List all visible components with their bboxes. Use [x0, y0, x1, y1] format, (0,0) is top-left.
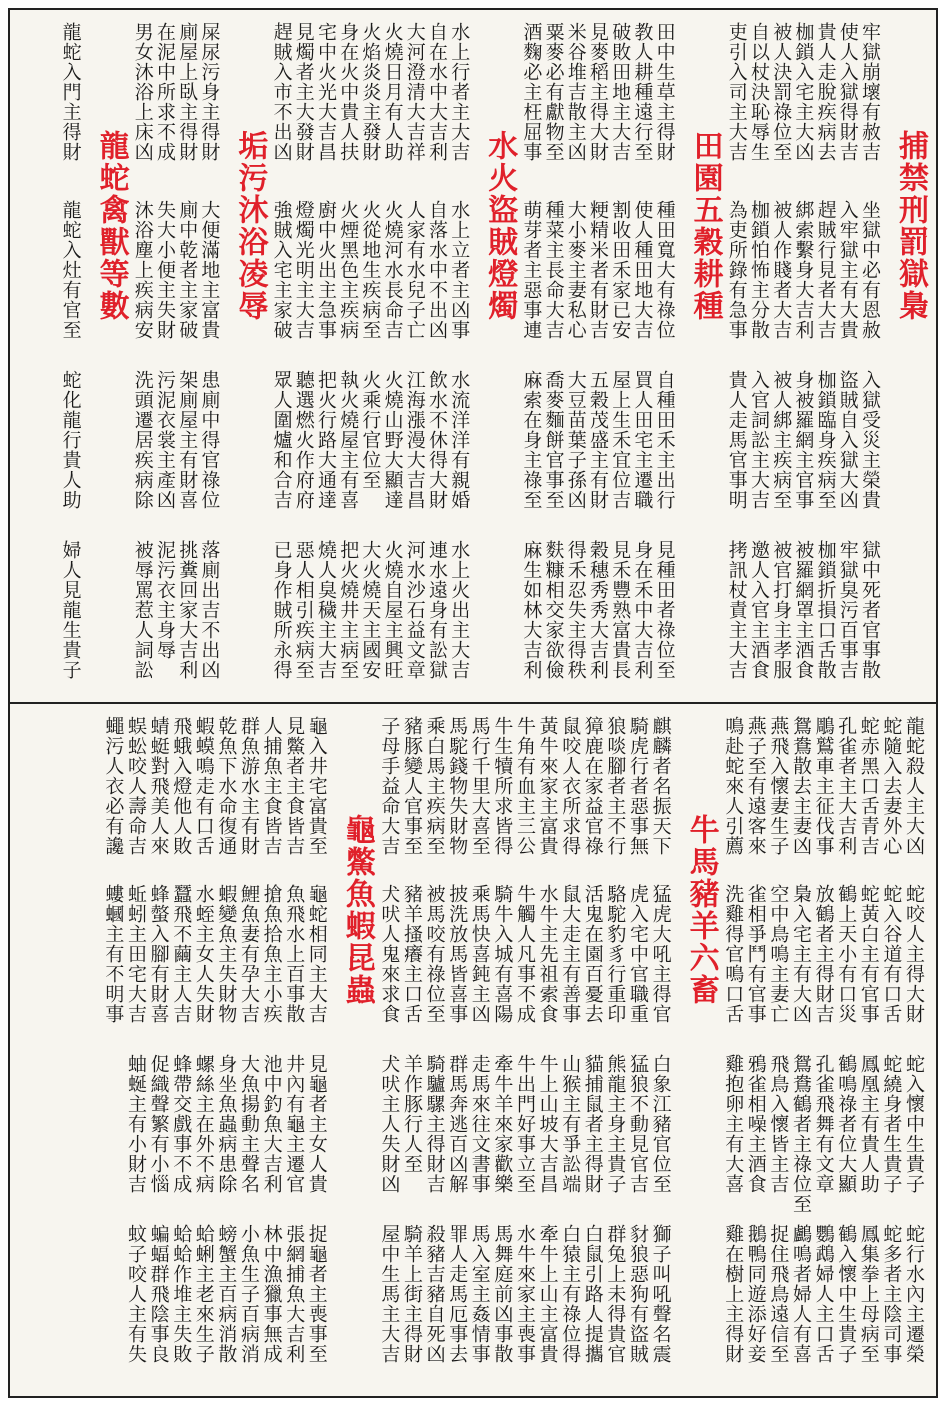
dream-entry: 鶴上天小有口災 [835, 884, 858, 1024]
dream-entry: 河水沙石益文章 [403, 540, 426, 680]
dream-entry: 趕賊行見者大吉 [814, 200, 837, 340]
dream-entry: 患廁中得官祿位 [198, 370, 221, 510]
dream-entry: 子母手益命大吉 [378, 716, 401, 856]
dream-entry: 孔雀者主大吉利 [835, 716, 858, 856]
dream-entry: 洗雞得官鳴口舌 [722, 884, 745, 1024]
dream-entry: 乘馬快喜鈍主凶 [468, 884, 491, 1024]
dream-entry: 屋上生禾宜位吉 [609, 370, 632, 510]
dream-entry: 宅中火光大吉昌 [315, 22, 337, 162]
dream-entry: 龜入井宅富貴至 [305, 716, 328, 856]
dream-entry: 牛角有血主三公 [514, 716, 536, 856]
dream-entry: 走馬來往文書事 [468, 1054, 491, 1194]
dream-entry: 水流洋洋有親婚 [448, 370, 471, 510]
dream-entry: 促織聲繁有小惱 [147, 1054, 170, 1194]
dream-entry: 被羅網罩主酒食 [792, 540, 815, 680]
dream-entry: 火燒河水長命吉 [381, 200, 404, 340]
dream-entry: 鳳集拳上母病至 [857, 1224, 880, 1364]
dream-entry: 鶴入懷中生貴子 [835, 1224, 858, 1364]
dream-entry: 捉住飛鳥遠信至 [767, 1224, 790, 1364]
dream-entry: 蛇黃白主有官事 [857, 884, 880, 1024]
dream-entry: 自在水中大吉利 [426, 22, 448, 162]
dream-entry: 蛇入谷道有口舌 [880, 884, 903, 1024]
dream-entry: 蠅污人衣必有讒 [102, 716, 125, 856]
dream-entry: 蛇入懷中生貴子 [903, 1054, 925, 1194]
dream-entry: 拷訊杖責主大吉 [725, 540, 748, 680]
dream-entry: 牛上山坡大吉昌 [536, 1054, 559, 1194]
dream-entry: 男女沐浴上床凶 [131, 22, 154, 162]
dream-entry: 馬行千里大喜至 [468, 716, 491, 856]
dream-entry: 飛蛾入燈他人敗 [170, 716, 193, 856]
dream-entry: 豬豚變人官事至 [401, 716, 423, 856]
dream-entry: 綁索繫身大吉利 [792, 200, 815, 340]
dream-entry: 獅子叫吼聲名震 [649, 1224, 672, 1364]
dream-entry: 趕賊入市不出凶 [270, 22, 293, 162]
dream-entry: 人捕魚主食皆吉 [260, 716, 283, 856]
dream-entry: 貴人走馬官事明 [725, 370, 748, 510]
dream-entry: 連水遠身有訟獄 [426, 540, 448, 680]
dream-entry: 火從地生疾病至 [359, 200, 382, 340]
dream-entry: 龍蛇入灶有官至 [59, 200, 82, 340]
dream-entry: 捉龜者主喪事至 [305, 1224, 328, 1364]
dream-entry: 眾人圍爐和合吉 [270, 370, 293, 510]
dream-entry: 粳精米者有財吉 [587, 200, 609, 340]
dream-entry: 教人耕種遠行至 [631, 22, 654, 162]
dream-entry: 鯉魚妻有孕大吉 [238, 884, 260, 1024]
dream-entry: 大便滿地主富貴 [198, 200, 221, 340]
dream-entry: 廁中乾者主家破 [176, 200, 199, 340]
dream-entry: 火燒自屋主興旺 [381, 540, 404, 680]
dream-entry: 污泥衣裳主產凶 [154, 370, 176, 510]
dream-entry: 雀相爭鬥有官事 [744, 884, 767, 1024]
dream-entry: 大豆苗葉子孫凶 [564, 370, 587, 510]
dream-entry: 騎虎行者惡事無 [627, 716, 649, 856]
dream-entry: 馬舞庭前凶事散 [491, 1224, 514, 1364]
dream-entry: 放鶴者主得財吉 [812, 884, 835, 1024]
dream-entry: 見種田者祿位至 [653, 540, 676, 680]
dream-entry: 駱駝豹豸行重印 [604, 884, 627, 1024]
dream-entry: 種田寬大有祿位 [653, 200, 676, 340]
dream-entry: 水蛭主女人失財 [192, 884, 215, 1024]
dream-entry: 使人種田地大吉 [631, 200, 654, 340]
dream-entry: 火乘行官位至 [359, 370, 382, 490]
dream-entry: 江海漲漫大吉昌 [403, 370, 426, 510]
dream-entry: 火煙黑色主疾病 [337, 200, 360, 340]
dream-entry: 牛出門好事立至 [514, 1054, 536, 1194]
section-title: 捕禁刑罰獄梟 [893, 130, 928, 322]
dream-entry: 水牛主先祖索食 [536, 884, 559, 1024]
section-title: 田園五穀耕種 [687, 130, 723, 322]
dream-entry: 枷鎖怕怖主分散 [748, 200, 770, 340]
dream-entry: 殺豬吉豬自死凶 [423, 1224, 446, 1364]
dream-entry: 雞抱卵主有大喜 [722, 1054, 745, 1194]
dream-entry: 貓捕鼠者主得財 [581, 1054, 604, 1194]
dream-entry: 泥污衣主身辱 [154, 540, 176, 660]
dream-entry: 騎牛入城有喜陽 [491, 884, 514, 1024]
dream-entry: 牛觸人凡事不成 [514, 884, 536, 1024]
section-title: 垢污沐浴凌辱 [232, 130, 268, 322]
dream-entry: 貴人走脫疾病去 [814, 22, 837, 162]
dream-entry: 馬駝錢物失財物 [446, 716, 469, 856]
dream-entry: 使人入獄得財吉 [836, 22, 859, 162]
dream-entry: 獐鹿在家益官祿 [581, 716, 604, 856]
dream-entry: 鳳凰主有貴人助 [857, 1054, 880, 1194]
dream-entry: 蛤蜊主老來生子 [192, 1224, 215, 1364]
dream-entry: 鸕鳴者婦人有喜 [790, 1224, 812, 1364]
dream-entry: 盜賊自入獄大凶 [836, 370, 859, 510]
dream-entry: 龜蛇相同主大吉 [305, 884, 328, 1024]
dream-entry: 水上行者主大吉 [448, 22, 471, 162]
dream-entry: 惡人相引疾病至 [292, 540, 315, 680]
section-title: 牛馬豬羊六畜 [683, 814, 719, 1006]
dream-entry: 五穀茂盛主有財 [587, 370, 609, 510]
dream-entry: 螺絲主在外不病 [192, 1054, 215, 1194]
dream-entry: 粟麥必有獻物至 [542, 22, 565, 162]
dream-entry: 牽牛羊來家歡樂 [491, 1054, 514, 1194]
dream-entry: 自以杖決恥辱生 [748, 22, 770, 162]
dream-entry: 身被羅網主官事 [792, 370, 815, 510]
dream-entry: 活鬼在園百憂去 [581, 884, 604, 1024]
dream-entry: 燕飛入懷妻生子 [767, 716, 790, 856]
dream-entry: 螃蟹主百病消散 [215, 1224, 238, 1364]
dream-entry: 鵰鷲車主征伐事 [812, 716, 835, 856]
dream-entry: 黃牛來家主富貴 [536, 716, 559, 856]
dream-entry: 燕子至有遠客來 [744, 716, 767, 856]
dream-entry: 身坐魚蟲病患除 [215, 1054, 238, 1194]
dream-entry: 婦人見龍生貴子 [59, 540, 82, 680]
dream-entry: 被辱罵惹人詞訟 [131, 540, 154, 680]
dream-entry: 螻蟈主有不明事 [102, 884, 125, 1024]
dream-entry: 穀穗秀秀大吉利 [587, 540, 609, 680]
dream-entry: 屎尿污身主得財 [198, 22, 221, 162]
dream-entry: 犬吠主人失財凶 [378, 1054, 401, 1194]
dream-entry: 蛇多者主陰司事 [880, 1224, 903, 1364]
dream-entry: 大河澄清大吉祥 [403, 22, 426, 162]
dream-entry: 蚯蚓主田宅大吉 [125, 884, 147, 1024]
dream-entry: 入獄受災主榮貴 [859, 370, 881, 510]
dream-entry: 米谷堆吉散主凶 [564, 22, 587, 162]
dream-entry: 罪人走馬厄事去 [446, 1224, 469, 1364]
dream-entry: 熊龍主身主貴子 [604, 1054, 627, 1194]
dream-entry: 梟入宅主有大凶 [790, 884, 812, 1024]
dream-entry: 蛇化龍行貴人助 [59, 370, 82, 510]
dream-entry: 執火燒屋主有喜 [337, 370, 360, 510]
dream-entry: 蛤蛤作堆主失敗 [170, 1224, 193, 1364]
dream-entry: 蛇咬人主得大財 [903, 884, 925, 1024]
section-title: 龍蛇禽獸等數 [93, 130, 129, 322]
dream-entry: 犬吠人鬼來求食 [378, 884, 401, 1024]
dream-entry: 牛生犢所求皆得 [491, 716, 514, 856]
dream-entry: 龍蛇殺人主大凶 [903, 716, 925, 856]
dream-entry: 燒人臭穢主大吉 [315, 540, 337, 680]
dream-entry: 枷鎖折損口舌散 [814, 540, 837, 680]
dream-entry: 群兔上未得貴官 [604, 1224, 627, 1364]
dream-entry: 牢獄崩壞有赦吉 [859, 22, 881, 162]
dream-entry: 入官詞訟主大吉 [748, 370, 770, 510]
dream-entry: 小魚生子百病消 [238, 1224, 260, 1364]
dream-entry: 人家有水兒子亡 [403, 200, 426, 340]
dream-entry: 邀人入官主酒食 [748, 540, 770, 680]
dream-entry: 屋中生馬主大吉 [378, 1224, 401, 1364]
dream-entry: 鼠咬人衣所求得 [559, 716, 582, 856]
dream-entry: 鸚鵡婦人主口舌 [812, 1224, 835, 1364]
dream-entry: 乘白馬主疾病至 [423, 716, 446, 856]
dream-entry: 破敗田地主大吉 [609, 22, 632, 162]
dream-entry: 大小麥主妻私心 [564, 200, 587, 340]
dream-entry: 林中漁獵事無成 [260, 1224, 283, 1364]
dream-entry: 廚中火出主急事 [315, 200, 337, 340]
dream-entry: 火燒山野大顯達 [381, 370, 404, 510]
dream-entry: 山猴主有爭訟端 [559, 1054, 582, 1194]
dream-entry: 鼠大走主有善事 [559, 884, 582, 1024]
dream-entry: 已身作賊所永得 [270, 540, 293, 680]
dream-entry: 被官打身主孝服 [770, 540, 793, 680]
dream-entry: 自落水中不出凶 [426, 200, 448, 340]
dream-interpretation-page [8, 8, 938, 1398]
dream-entry: 蜈蚣咬人壽命吉 [125, 716, 147, 856]
bottom-panel [10, 704, 936, 1396]
dream-entry: 豺狼惡狗有盜賊 [627, 1224, 649, 1364]
dream-entry: 鴛鴦鶴者主祿位至 [790, 1054, 812, 1214]
dream-entry: 蝦變魚主失財物 [215, 884, 238, 1024]
dream-entry: 飛鳥入懷皆主吉 [767, 1054, 790, 1194]
dream-entry: 麻生如林大吉利 [520, 540, 543, 680]
dream-entry: 鴉雀相噪主酒食 [744, 1054, 767, 1194]
dream-entry: 蜂帶交戲事不成 [170, 1054, 193, 1194]
dream-entry: 聽選燃火作府府 [292, 370, 315, 510]
dream-entry: 蚊子咬人主有失 [125, 1224, 147, 1364]
dream-entry: 蝦蟆鳴走有口舌 [192, 716, 215, 856]
dream-entry: 搶魚拾魚主小疾 [260, 884, 283, 1024]
dream-entry: 廁屋上臥主得財 [176, 22, 199, 162]
section-title: 龜鱉魚蝦昆蟲 [339, 814, 375, 1006]
dream-entry: 白象江豬官位至 [649, 1054, 672, 1194]
dream-entry: 為吏所錄有急事 [725, 200, 748, 340]
dream-entry: 麒麟者名振天下 [649, 716, 672, 856]
dream-entry: 水上火出主大吉 [448, 540, 471, 680]
dream-entry: 喬麥麵餅官事至 [542, 370, 565, 510]
dream-entry: 種菜主長命大吉 [542, 200, 565, 340]
dream-entry: 見麥稻主得大財 [587, 22, 609, 162]
dream-entry: 雞在樹上主得財 [722, 1224, 745, 1364]
dream-entry: 被人作賤者大吉 [770, 200, 793, 340]
dream-entry: 鵝鴨同遊添好妾 [744, 1224, 767, 1364]
dream-entry: 麩糠相交家欲儉 [542, 540, 565, 680]
dream-entry: 披洗放馬皆喜事 [446, 884, 469, 1024]
dream-entry: 見鱉者主食皆吉 [283, 716, 306, 856]
dream-entry: 洗頭遷居疾病除 [131, 370, 154, 510]
dream-entry: 乾魚下水命復通 [215, 716, 238, 856]
dream-entry: 被馬咬有祿位至 [423, 884, 446, 1024]
dream-entry: 魚飛水上百事散 [283, 884, 306, 1024]
dream-entry: 群魚游水主有財 [238, 716, 260, 856]
dream-entry: 張網捕魚大吉利 [283, 1224, 306, 1364]
dream-entry: 羊作豚行人至 [401, 1054, 423, 1174]
dream-entry: 得禾忍失主得秩 [564, 540, 587, 680]
dream-entry: 狼啖腳者主不行 [604, 716, 627, 856]
dream-entry: 空中鳥鳴主妻亡 [767, 884, 790, 1024]
dream-entry: 枷鎖入宅主大凶 [792, 22, 815, 162]
dream-entry: 蛇行水內主遷榮 [903, 1224, 925, 1364]
dream-entry: 水上立者主凶事 [448, 200, 471, 340]
dream-entry: 身在禾中大吉利 [631, 540, 654, 680]
dream-entry: 田中生草主得財 [653, 22, 676, 162]
dream-entry: 吏引入司主大吉 [725, 22, 748, 162]
dream-entry: 大魚揚動主聲名 [238, 1054, 260, 1194]
dream-entry: 獄中死者官事散 [859, 540, 881, 680]
dream-entry: 強賊入宅主家破 [270, 200, 293, 340]
dream-entry: 蛇隨入去妻外心 [880, 716, 903, 856]
dream-entry: 架廁屋主有財喜 [176, 370, 199, 510]
dream-entry: 井內有龜主遷官 [283, 1054, 306, 1194]
dream-entry: 蛇赤黑口舌青吉 [857, 716, 880, 856]
dream-entry: 把火行路大通達 [315, 370, 337, 510]
dream-entry: 池中釣魚大吉利 [260, 1054, 283, 1194]
dream-entry: 蚰蜒主有小財吉 [125, 1054, 147, 1194]
dream-entry: 牽牛上山主富貴 [536, 1224, 559, 1364]
dream-entry: 割收田禾家已安 [609, 200, 632, 340]
dream-entry: 白猿主有祿位得 [559, 1224, 582, 1364]
dream-entry: 蜻蜓對飛美人來 [147, 716, 170, 856]
dream-entry: 大火燒天主國安 [359, 540, 382, 680]
dream-entry: 騎驢騾主得財吉 [423, 1054, 446, 1194]
dream-entry: 身在火中貴人扶 [337, 22, 360, 162]
dream-entry: 坐獄中必有恩赦 [859, 200, 881, 340]
dream-entry: 在泥中所求不成 [154, 22, 176, 162]
dream-entry: 落廁出吉不出凶 [198, 540, 221, 680]
dream-entry: 見燭者主大發財 [292, 22, 315, 162]
top-panel [10, 10, 936, 702]
dream-entry: 麻索在身主祿至 [520, 370, 543, 510]
dream-entry: 飲水不休得大財 [426, 370, 448, 510]
dream-entry: 龍蛇入門主得財 [59, 22, 82, 162]
dream-entry: 酒麴必主枉屈事 [520, 22, 543, 162]
dream-entry: 虎入宅中官職重 [627, 884, 649, 1024]
dream-entry: 被人決罰祿位至 [770, 22, 793, 162]
dream-entry: 蜂螫入腳有財喜 [147, 884, 170, 1024]
section-title: 水火盜賊燈燭 [482, 130, 518, 322]
dream-entry: 豬羊搔癢主口舌 [401, 884, 423, 1024]
dream-entry: 火燒日月有人助 [381, 22, 404, 162]
dream-entry: 猛狼不動見官吉 [627, 1054, 649, 1194]
dream-entry: 萌芽者主惡事連 [520, 200, 543, 340]
dream-entry: 鴛鴦散去主妻凶 [790, 716, 812, 856]
dream-entry: 蛇繞身者生貴子 [880, 1054, 903, 1194]
dream-entry: 被人綁主疾病至 [770, 370, 793, 510]
dream-entry: 群馬奔逃百凶解 [446, 1054, 469, 1194]
dream-entry: 沐浴塵上疾病安 [131, 200, 154, 340]
dream-entry: 枷鎖臨身疾病至 [814, 370, 837, 510]
dream-entry: 水牛來家主喪事 [514, 1224, 536, 1364]
dream-entry: 蠶飛不繭主人吉 [170, 884, 193, 1024]
dream-entry: 孔雀飛舞有文章 [812, 1054, 835, 1194]
dream-entry: 入牢獄主有大貴 [836, 200, 859, 340]
dream-entry: 鶴鳴祿者位大顯 [835, 1054, 858, 1194]
dream-entry: 火焰炎炎主發財 [359, 22, 382, 162]
dream-entry: 把火燒井主病至 [337, 540, 360, 680]
dream-entry: 見龜者主女人貴 [305, 1054, 328, 1194]
dream-entry: 自種田禾主出行 [653, 370, 676, 510]
dream-entry: 猛虎大吼主得官 [649, 884, 672, 1024]
dream-entry: 燈燭光明主大吉 [292, 200, 315, 340]
dream-entry: 白鼠引路人提攜 [581, 1224, 604, 1364]
dream-entry: 騎羊上街主得財 [401, 1224, 423, 1364]
dream-entry: 見禾豐熟富貴長 [609, 540, 632, 680]
dream-entry: 蝙蝠群飛陰事良 [147, 1224, 170, 1364]
dream-entry: 鳴赴蛇來人引薦 [722, 716, 745, 856]
dream-entry: 馬入室主姦情事 [468, 1224, 491, 1364]
dream-entry: 牢獄臭污百事吉 [836, 540, 859, 680]
dream-entry: 買人田宅主遷職 [631, 370, 654, 510]
dream-entry: 失大小便主失財 [154, 200, 176, 340]
dream-entry: 挑糞回家大吉利 [176, 540, 199, 680]
